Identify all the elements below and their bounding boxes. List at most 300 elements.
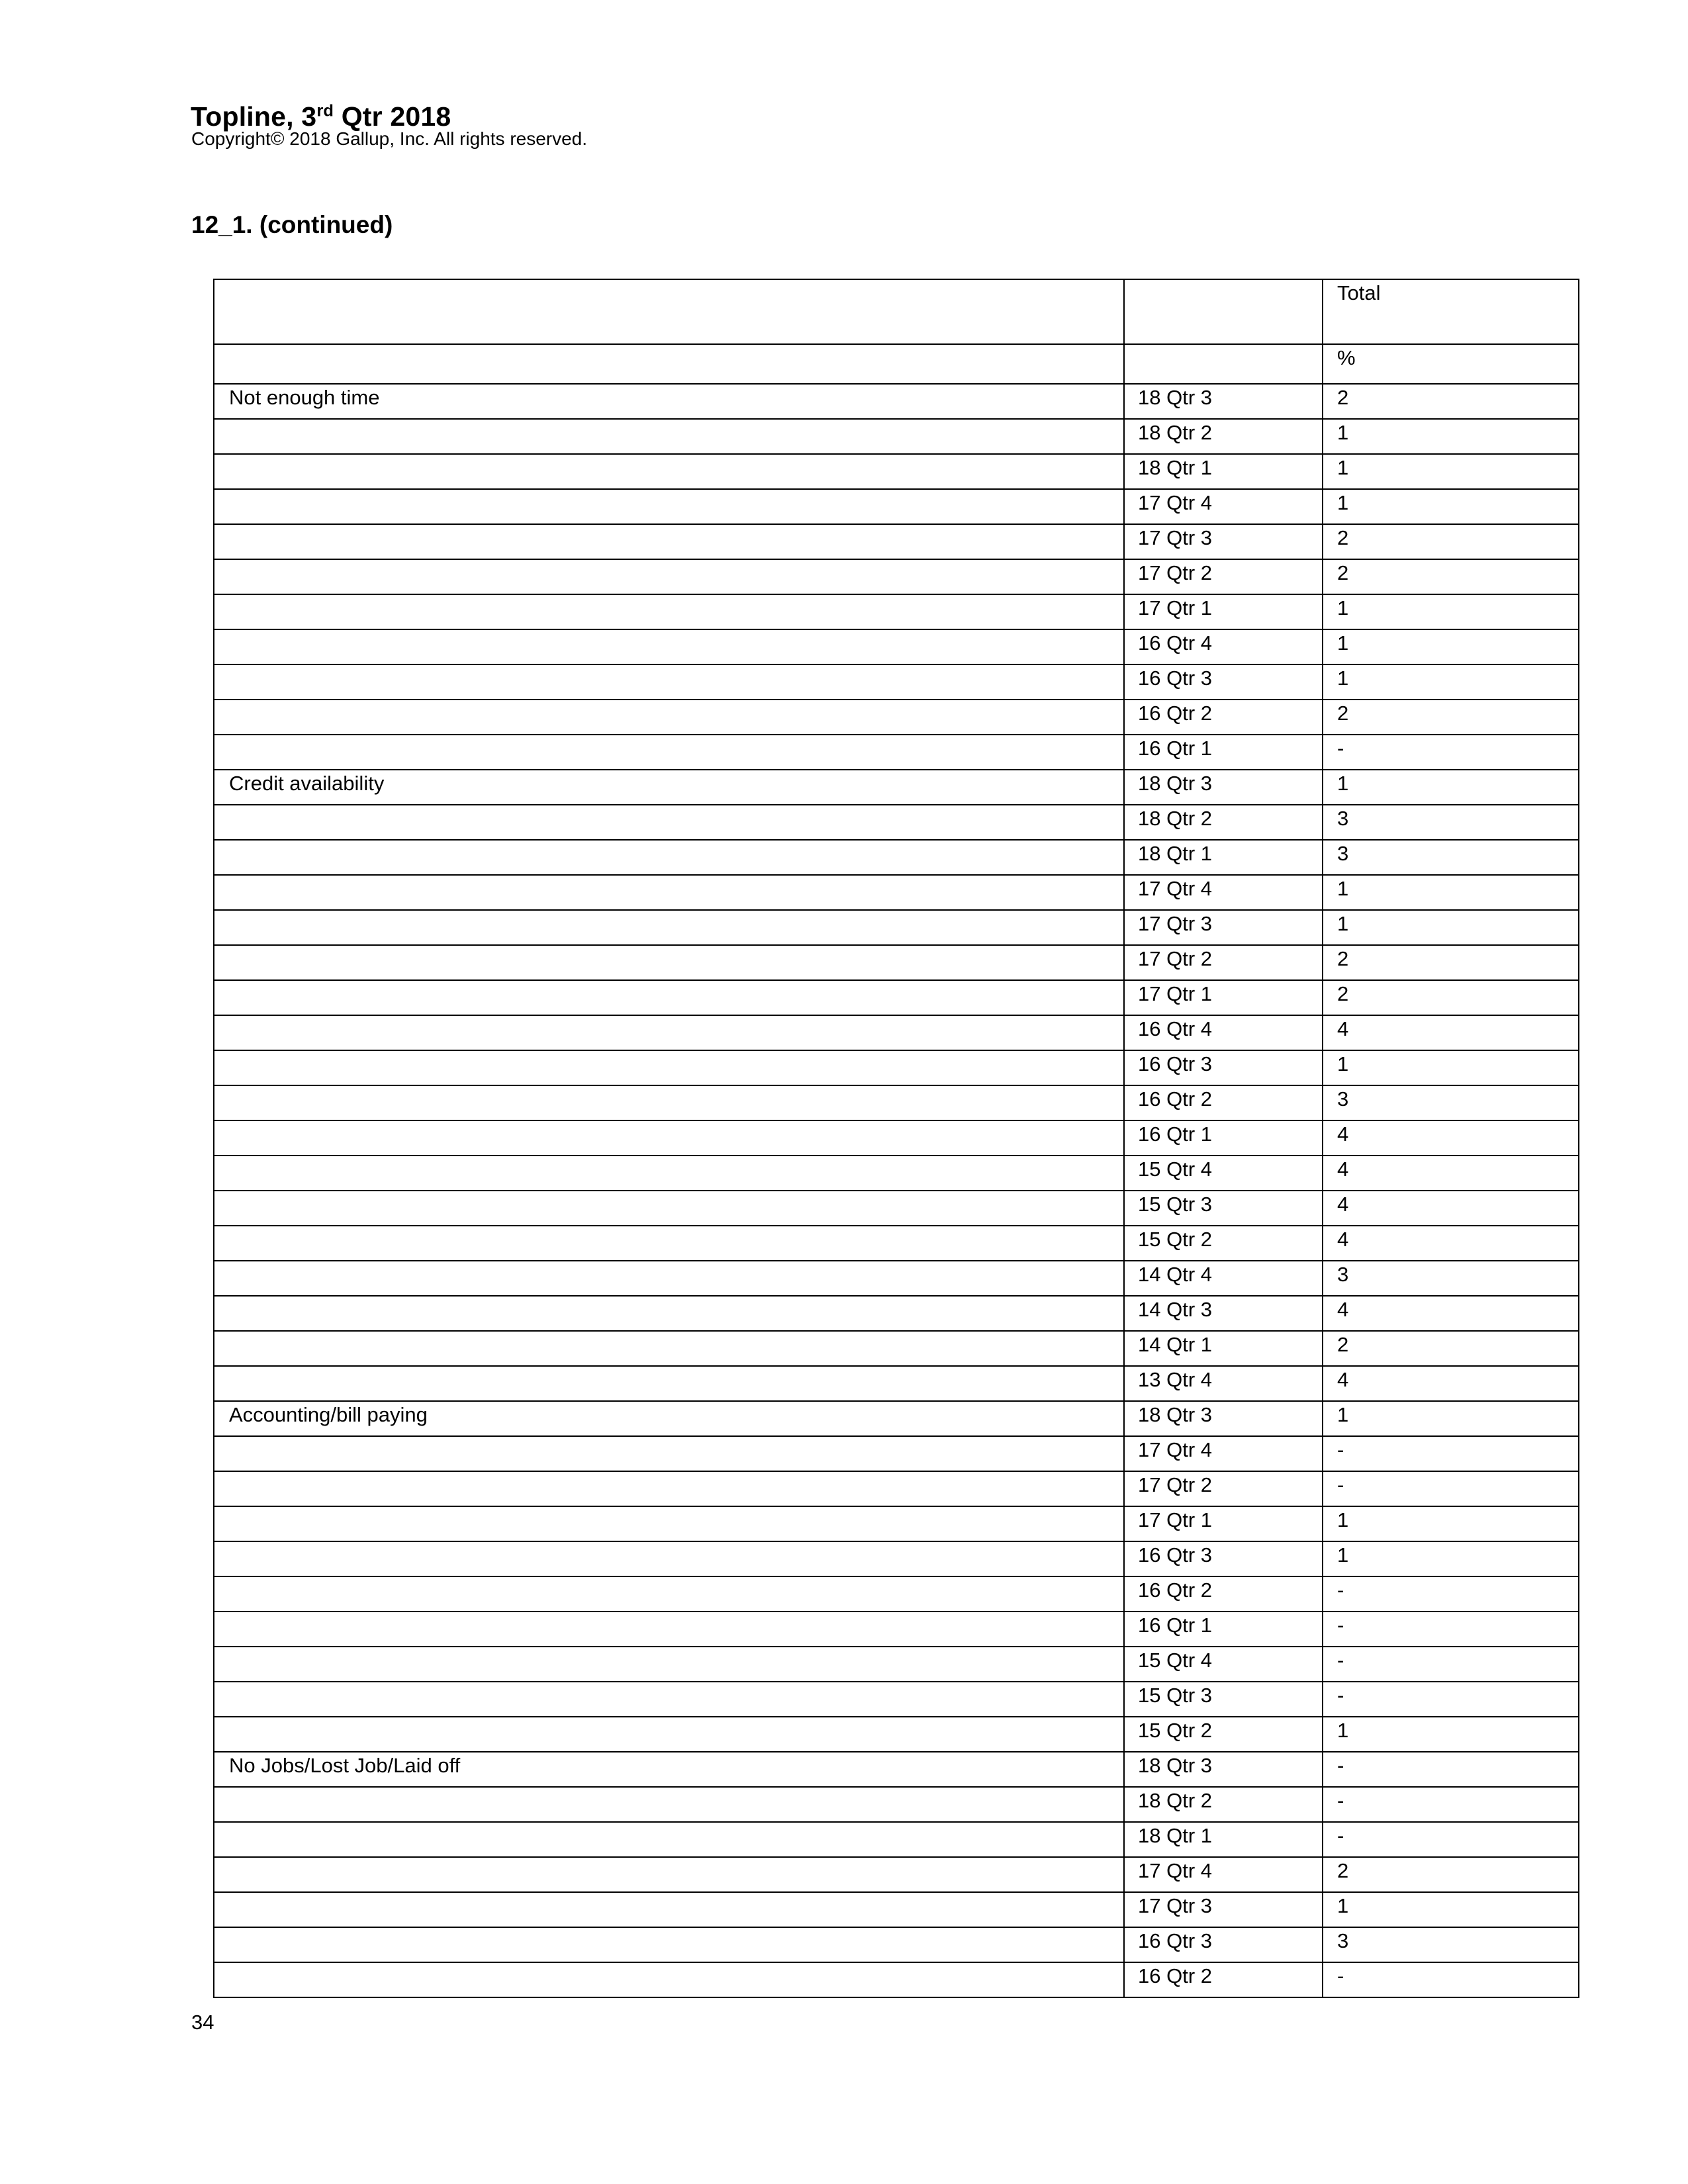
row-total-text: 1 (1337, 631, 1349, 655)
row-cell-total (1323, 1717, 1579, 1752)
row-cell-label (214, 1752, 1124, 1787)
table-row (214, 1436, 1579, 1471)
row-cell-total (1323, 700, 1579, 735)
table-row (214, 1471, 1579, 1506)
row-label-text (214, 805, 1123, 808)
row-label-text (214, 1437, 1123, 1439)
row-total-text: 3 (1337, 1087, 1349, 1111)
table-row (214, 1191, 1579, 1226)
row-total-text: 4 (1337, 1122, 1349, 1146)
row-cell-total (1323, 875, 1579, 910)
row-label-text (214, 1086, 1123, 1089)
row-cell-label (214, 910, 1124, 945)
row-cell-quarter (1124, 770, 1323, 805)
row-cell-label (214, 1085, 1124, 1120)
row-cell-quarter (1124, 1226, 1323, 1261)
document-title-ordinal: rd (316, 101, 334, 120)
row-cell-quarter (1124, 1471, 1323, 1506)
row-cell-quarter (1124, 1752, 1323, 1787)
table-row (214, 1787, 1579, 1822)
row-label-text (214, 1893, 1123, 1895)
row-cell-total (1323, 910, 1579, 945)
row-cell-label (214, 1401, 1124, 1436)
row-total-text: 2 (1337, 386, 1349, 409)
table-row (214, 419, 1579, 454)
row-quarter-text: 18 Qtr 2 (1138, 421, 1212, 444)
row-quarter-text: 17 Qtr 3 (1138, 1894, 1212, 1917)
row-cell-total (1323, 1331, 1579, 1366)
table-row (214, 1857, 1579, 1892)
subheader-cell-quarter (1124, 344, 1323, 384)
row-cell-label (214, 1612, 1124, 1647)
row-cell-label (214, 419, 1124, 454)
table-row (214, 1752, 1579, 1787)
row-cell-total (1323, 1436, 1579, 1471)
row-total-text: - (1337, 1754, 1344, 1777)
row-cell-label (214, 875, 1124, 910)
row-label-text (214, 1647, 1123, 1650)
row-cell-label (214, 1191, 1124, 1226)
row-cell-quarter (1124, 1541, 1323, 1576)
row-cell-total (1323, 1647, 1579, 1682)
row-cell-quarter (1124, 1962, 1323, 1997)
row-cell-label (214, 1892, 1124, 1927)
row-total-text: 4 (1337, 1298, 1349, 1321)
row-quarter-text: 16 Qtr 3 (1138, 666, 1212, 690)
row-label-text (214, 911, 1123, 913)
row-total-text: 1 (1337, 421, 1349, 444)
row-cell-label (214, 1156, 1124, 1191)
row-cell-label (214, 1576, 1124, 1612)
row-label-text (214, 1051, 1123, 1054)
row-quarter-text: 17 Qtr 4 (1138, 491, 1212, 514)
row-quarter-text: 16 Qtr 3 (1138, 1929, 1212, 1952)
row-cell-total (1323, 384, 1579, 419)
row-cell-label (214, 1471, 1124, 1506)
row-label-text (214, 420, 1123, 422)
row-total-text: 1 (1337, 666, 1349, 690)
table-row (214, 489, 1579, 524)
row-quarter-text: 17 Qtr 1 (1138, 596, 1212, 619)
row-cell-label (214, 454, 1124, 489)
row-cell-total (1323, 1892, 1579, 1927)
row-quarter-text: 16 Qtr 1 (1138, 1122, 1212, 1146)
row-cell-total (1323, 1576, 1579, 1612)
row-quarter-text: 15 Qtr 4 (1138, 1158, 1212, 1181)
row-cell-total (1323, 735, 1579, 770)
row-cell-label (214, 1857, 1124, 1892)
row-cell-quarter (1124, 1156, 1323, 1191)
row-cell-label (214, 1682, 1124, 1717)
row-cell-total (1323, 1682, 1579, 1717)
row-quarter-text: 18 Qtr 3 (1138, 386, 1212, 409)
row-total-text: 4 (1337, 1228, 1349, 1251)
row-cell-label (214, 1120, 1124, 1156)
row-cell-total (1323, 1015, 1579, 1050)
row-cell-total (1323, 419, 1579, 454)
row-cell-total (1323, 980, 1579, 1015)
row-cell-total (1323, 1822, 1579, 1857)
row-total-text: 1 (1337, 491, 1349, 514)
table-row (214, 1506, 1579, 1541)
row-label-text (214, 981, 1123, 983)
row-cell-label (214, 559, 1124, 594)
row-quarter-text: 14 Qtr 4 (1138, 1263, 1212, 1286)
table-row (214, 1962, 1579, 1997)
row-cell-total (1323, 770, 1579, 805)
row-quarter-text: 15 Qtr 2 (1138, 1228, 1212, 1251)
row-cell-quarter (1124, 1436, 1323, 1471)
row-label-text (214, 946, 1123, 948)
row-cell-label (214, 594, 1124, 629)
row-quarter-text: 16 Qtr 2 (1138, 1578, 1212, 1602)
row-label-text (214, 525, 1123, 527)
row-quarter-text: 18 Qtr 1 (1138, 456, 1212, 479)
row-cell-total (1323, 664, 1579, 700)
row-cell-total (1323, 629, 1579, 664)
row-quarter-text: 15 Qtr 3 (1138, 1193, 1212, 1216)
row-cell-quarter (1124, 594, 1323, 629)
row-cell-total (1323, 1752, 1579, 1787)
row-total-text: 1 (1337, 877, 1349, 900)
row-cell-quarter (1124, 1892, 1323, 1927)
row-cell-total (1323, 524, 1579, 559)
row-label-text: Not enough time (229, 386, 380, 409)
row-label-text (214, 1226, 1123, 1229)
row-label-text (214, 1367, 1123, 1369)
row-cell-quarter (1124, 489, 1323, 524)
row-label-text (214, 841, 1123, 843)
row-cell-quarter (1124, 524, 1323, 559)
row-quarter-text: 18 Qtr 1 (1138, 1824, 1212, 1847)
table-row (214, 700, 1579, 735)
table-row (214, 840, 1579, 875)
header-label-text (214, 280, 1123, 283)
row-quarter-text: 16 Qtr 3 (1138, 1543, 1212, 1567)
table-row (214, 1576, 1579, 1612)
row-quarter-text: 16 Qtr 4 (1138, 1017, 1212, 1040)
row-cell-quarter (1124, 559, 1323, 594)
row-cell-quarter (1124, 454, 1323, 489)
row-total-text: 2 (1337, 947, 1349, 970)
row-cell-total (1323, 945, 1579, 980)
row-cell-label (214, 1787, 1124, 1822)
row-label-text (214, 1928, 1123, 1931)
row-quarter-text: 17 Qtr 4 (1138, 1859, 1212, 1882)
row-cell-total (1323, 1226, 1579, 1261)
row-cell-label (214, 664, 1124, 700)
row-label-text (214, 1472, 1123, 1475)
document-title (191, 103, 451, 130)
table-row (214, 1612, 1579, 1647)
row-cell-label (214, 629, 1124, 664)
row-cell-total (1323, 594, 1579, 629)
row-cell-label (214, 1261, 1124, 1296)
row-total-text: - (1337, 1789, 1344, 1812)
row-quarter-text: 16 Qtr 1 (1138, 1614, 1212, 1637)
row-label-text: Accounting/bill paying (229, 1403, 428, 1426)
table-header-row-title (214, 279, 1579, 344)
row-label-text: Credit availability (229, 772, 385, 795)
row-quarter-text: 13 Qtr 4 (1138, 1368, 1212, 1391)
row-label-text (214, 665, 1123, 668)
row-quarter-text: 14 Qtr 1 (1138, 1333, 1212, 1356)
row-label-text: No Jobs/Lost Job/Laid off (229, 1754, 461, 1777)
row-cell-total (1323, 1120, 1579, 1156)
row-cell-quarter (1124, 875, 1323, 910)
table-row (214, 1927, 1579, 1962)
table-row (214, 1682, 1579, 1717)
document-title-suffix: Qtr 2018 (334, 101, 451, 132)
table-row (214, 1717, 1579, 1752)
row-cell-label (214, 524, 1124, 559)
row-label-text (214, 1858, 1123, 1860)
row-total-text: - (1337, 1578, 1344, 1602)
row-quarter-text: 16 Qtr 2 (1138, 1964, 1212, 1987)
row-cell-label (214, 1050, 1124, 1085)
row-cell-label (214, 1927, 1124, 1962)
row-label-text (214, 560, 1123, 563)
row-cell-quarter (1124, 805, 1323, 840)
table-row (214, 1085, 1579, 1120)
row-label-text (214, 1577, 1123, 1580)
row-quarter-text: 18 Qtr 3 (1138, 1403, 1212, 1426)
row-cell-total (1323, 1261, 1579, 1296)
row-label-text (214, 1612, 1123, 1615)
row-label-text (214, 1297, 1123, 1299)
row-cell-label (214, 805, 1124, 840)
table-row (214, 910, 1579, 945)
row-quarter-text: 14 Qtr 3 (1138, 1298, 1212, 1321)
table-body (214, 279, 1579, 1997)
row-cell-total (1323, 805, 1579, 840)
table-row (214, 1366, 1579, 1401)
row-cell-quarter (1124, 629, 1323, 664)
row-total-text: 3 (1337, 842, 1349, 865)
table-row (214, 1541, 1579, 1576)
row-cell-label (214, 1541, 1124, 1576)
row-quarter-text: 18 Qtr 2 (1138, 1789, 1212, 1812)
row-label-text (214, 630, 1123, 633)
row-cell-label (214, 700, 1124, 735)
row-label-text (214, 1717, 1123, 1720)
subheader-label-text (214, 345, 1123, 347)
row-quarter-text: 17 Qtr 2 (1138, 561, 1212, 584)
table-row (214, 1892, 1579, 1927)
table-row (214, 770, 1579, 805)
table-row (214, 980, 1579, 1015)
topline-data-table (213, 279, 1579, 1998)
row-label-text (214, 455, 1123, 457)
row-cell-quarter (1124, 1857, 1323, 1892)
header-cell-total (1323, 279, 1579, 344)
row-total-text: - (1337, 1964, 1344, 1987)
row-cell-quarter (1124, 384, 1323, 419)
row-total-text: 1 (1337, 912, 1349, 935)
row-cell-quarter (1124, 1050, 1323, 1085)
row-cell-quarter (1124, 1015, 1323, 1050)
table-row (214, 735, 1579, 770)
row-cell-quarter (1124, 1401, 1323, 1436)
row-total-text: 1 (1337, 1719, 1349, 1742)
row-quarter-text: 18 Qtr 1 (1138, 842, 1212, 865)
row-label-text (214, 1507, 1123, 1510)
row-total-text: 3 (1337, 807, 1349, 830)
row-label-text (214, 1542, 1123, 1545)
subheader-cell-label (214, 344, 1124, 384)
row-cell-total (1323, 489, 1579, 524)
row-cell-label (214, 1226, 1124, 1261)
table-row (214, 454, 1579, 489)
row-quarter-text: 17 Qtr 2 (1138, 947, 1212, 970)
row-total-text: 1 (1337, 1508, 1349, 1531)
row-total-text: - (1337, 737, 1344, 760)
row-cell-label (214, 489, 1124, 524)
row-cell-quarter (1124, 1366, 1323, 1401)
row-cell-label (214, 1331, 1124, 1366)
row-quarter-text: 18 Qtr 3 (1138, 772, 1212, 795)
row-cell-label (214, 1717, 1124, 1752)
row-cell-quarter (1124, 1717, 1323, 1752)
row-total-text: - (1337, 1649, 1344, 1672)
row-cell-label (214, 980, 1124, 1015)
table-row (214, 1647, 1579, 1682)
row-cell-total (1323, 1541, 1579, 1576)
row-cell-quarter (1124, 1612, 1323, 1647)
row-cell-quarter (1124, 980, 1323, 1015)
row-quarter-text: 18 Qtr 2 (1138, 807, 1212, 830)
row-total-text: 1 (1337, 1403, 1349, 1426)
row-quarter-text: 17 Qtr 1 (1138, 1508, 1212, 1531)
row-quarter-text: 17 Qtr 3 (1138, 526, 1212, 549)
row-cell-total (1323, 1156, 1579, 1191)
row-cell-total (1323, 454, 1579, 489)
row-total-text: 2 (1337, 702, 1349, 725)
row-cell-total (1323, 1471, 1579, 1506)
table-row (214, 1050, 1579, 1085)
table-row (214, 1261, 1579, 1296)
subheader-percent-text: % (1337, 346, 1356, 369)
row-label-text (214, 1823, 1123, 1825)
row-cell-quarter (1124, 1120, 1323, 1156)
row-cell-label (214, 1506, 1124, 1541)
header-cell-quarter (1124, 279, 1323, 344)
row-quarter-text: 17 Qtr 3 (1138, 912, 1212, 935)
row-label-text (214, 595, 1123, 598)
row-quarter-text: 15 Qtr 3 (1138, 1684, 1212, 1707)
row-cell-total (1323, 1050, 1579, 1085)
row-cell-total (1323, 1857, 1579, 1892)
row-cell-quarter (1124, 1506, 1323, 1541)
row-cell-quarter (1124, 1576, 1323, 1612)
row-quarter-text: 15 Qtr 4 (1138, 1649, 1212, 1672)
row-cell-total (1323, 559, 1579, 594)
row-cell-total (1323, 1962, 1579, 1997)
row-cell-quarter (1124, 1296, 1323, 1331)
row-total-text: 4 (1337, 1193, 1349, 1216)
table-row (214, 1015, 1579, 1050)
row-total-text: 3 (1337, 1263, 1349, 1286)
row-label-text (214, 1156, 1123, 1159)
table-row (214, 1296, 1579, 1331)
row-label-text (214, 1016, 1123, 1019)
page-number: 34 (191, 2011, 214, 2034)
row-cell-quarter (1124, 910, 1323, 945)
row-total-text: - (1337, 1684, 1344, 1707)
row-total-text: - (1337, 1824, 1344, 1847)
row-cell-quarter (1124, 1191, 1323, 1226)
table-row (214, 664, 1579, 700)
row-label-text (214, 876, 1123, 878)
row-label-text (214, 490, 1123, 492)
row-cell-quarter (1124, 840, 1323, 875)
row-cell-label (214, 840, 1124, 875)
row-cell-label (214, 945, 1124, 980)
row-cell-label (214, 384, 1124, 419)
row-quarter-text: 17 Qtr 1 (1138, 982, 1212, 1005)
table-row (214, 594, 1579, 629)
row-total-text: 1 (1337, 1543, 1349, 1567)
row-cell-total (1323, 1612, 1579, 1647)
row-total-text: 2 (1337, 526, 1349, 549)
row-quarter-text: 17 Qtr 2 (1138, 1473, 1212, 1496)
row-total-text: 2 (1337, 1859, 1349, 1882)
row-cell-total (1323, 1191, 1579, 1226)
row-quarter-text: 16 Qtr 2 (1138, 702, 1212, 725)
row-total-text: 3 (1337, 1929, 1349, 1952)
row-total-text: 4 (1337, 1158, 1349, 1181)
row-cell-quarter (1124, 1927, 1323, 1962)
table-row (214, 875, 1579, 910)
row-cell-quarter (1124, 419, 1323, 454)
row-cell-total (1323, 1787, 1579, 1822)
row-total-text: 2 (1337, 982, 1349, 1005)
row-cell-label (214, 735, 1124, 770)
table-row (214, 805, 1579, 840)
row-label-text (214, 1788, 1123, 1790)
row-cell-label (214, 1366, 1124, 1401)
row-cell-total (1323, 1366, 1579, 1401)
table-header-row-unit (214, 344, 1579, 384)
row-label-text (214, 1261, 1123, 1264)
row-total-text: - (1337, 1438, 1344, 1461)
subheader-quarter-text (1125, 345, 1322, 347)
row-cell-label (214, 770, 1124, 805)
header-total-text: Total (1337, 281, 1381, 304)
row-cell-total (1323, 1085, 1579, 1120)
row-cell-total (1323, 1296, 1579, 1331)
row-label-text (214, 1682, 1123, 1685)
row-total-text: 1 (1337, 1052, 1349, 1075)
row-total-text: 2 (1337, 561, 1349, 584)
table-row (214, 945, 1579, 980)
header-quarter-text (1125, 280, 1322, 283)
row-cell-label (214, 1015, 1124, 1050)
row-label-text (214, 735, 1123, 738)
row-cell-label (214, 1436, 1124, 1471)
row-cell-quarter (1124, 1085, 1323, 1120)
row-total-text: 2 (1337, 1333, 1349, 1356)
row-cell-quarter (1124, 1682, 1323, 1717)
table-row (214, 559, 1579, 594)
row-total-text: 4 (1337, 1368, 1349, 1391)
table-row (214, 629, 1579, 664)
row-total-text: 1 (1337, 772, 1349, 795)
row-cell-total (1323, 1401, 1579, 1436)
row-quarter-text: 18 Qtr 3 (1138, 1754, 1212, 1777)
header-cell-label (214, 279, 1124, 344)
row-total-text: - (1337, 1614, 1344, 1637)
